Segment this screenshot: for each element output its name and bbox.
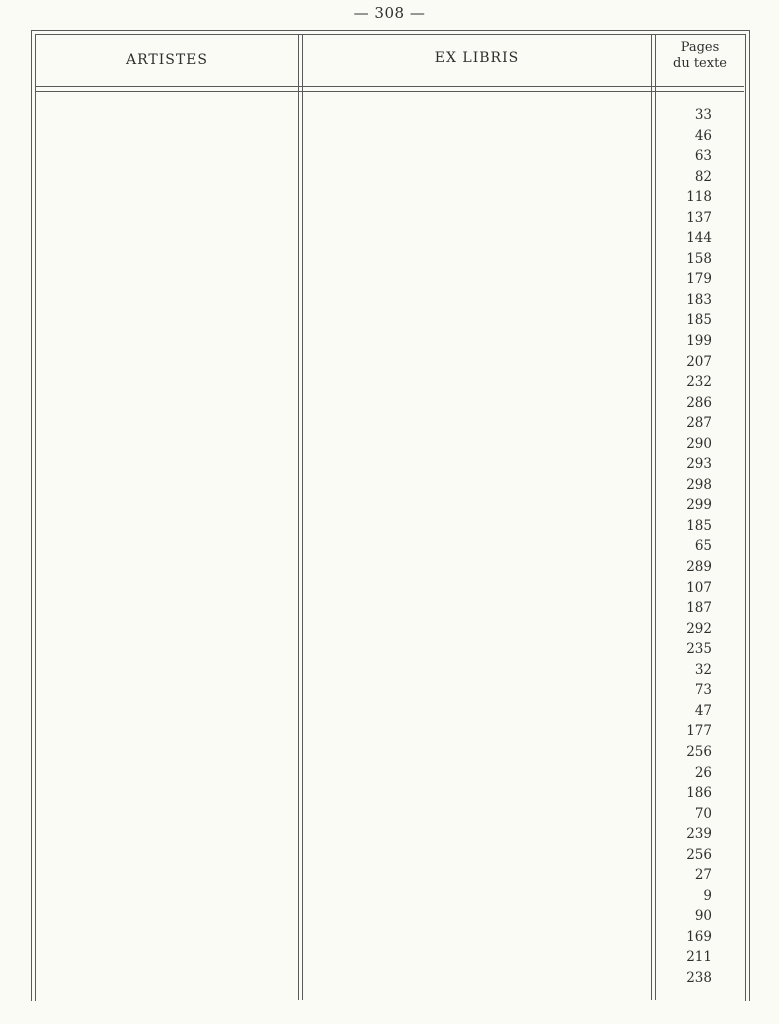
page-ref: 47 [694,702,712,719]
page-ref: 107 [686,579,712,596]
page-ref: 26 [694,764,712,781]
page-ref: 179 [686,271,712,288]
page-ref: 46 [694,127,712,144]
page-ref: 256 [686,846,712,863]
page-ref: 290 [686,435,712,452]
page-ref: 211 [686,949,712,966]
page-ref: 292 [686,620,712,637]
header-rule-top [35,86,744,87]
page-number: — 308 — [353,4,426,22]
page-ref: 118 [686,189,712,206]
page-ref: 232 [686,374,712,391]
page-ref: 90 [694,908,712,925]
page-ref: 293 [686,456,712,473]
header-pages-line1: Pages [680,40,720,55]
page-ref: 199 [686,333,712,350]
page-ref: 9 [703,887,712,904]
page-ref: 235 [686,641,712,658]
page-ref: 185 [686,312,712,329]
page-ref: 169 [686,928,712,945]
page-ref: 186 [686,785,712,802]
page-ref: 137 [686,209,712,226]
page-ref: 299 [686,497,712,514]
page-ref: 144 [686,230,712,247]
page-ref: 158 [686,250,712,267]
page-ref: 27 [694,867,712,884]
page-ref: 32 [694,661,712,678]
page-ref: 286 [686,394,712,411]
page-ref: 82 [694,168,712,185]
page-ref: 187 [686,600,712,617]
header-pages-line2: du texte [673,56,727,71]
page-ref: 238 [686,969,712,986]
page-ref: 183 [686,291,712,308]
page-ref: 239 [686,826,712,843]
page-ref: 73 [694,682,712,699]
page-ref: 177 [686,723,712,740]
page-ref: 289 [686,559,712,576]
page-ref: 185 [686,517,712,534]
page-ref: 287 [686,415,712,432]
page-ref: 207 [686,353,712,370]
header-artistes: ARTISTES [125,52,208,68]
header-pages [656,40,744,72]
header-ex-libris: EX LIBRIS [434,50,520,66]
page-ref: 63 [694,148,712,165]
header-rule-bottom [35,91,744,92]
table-row [0,969,779,995]
table-body [0,107,779,995]
page-ref: 298 [686,476,712,493]
page-ref: 65 [694,538,712,555]
page-ref: 256 [686,743,712,760]
page-ref: 33 [694,107,712,123]
page-ref: 70 [694,805,712,822]
